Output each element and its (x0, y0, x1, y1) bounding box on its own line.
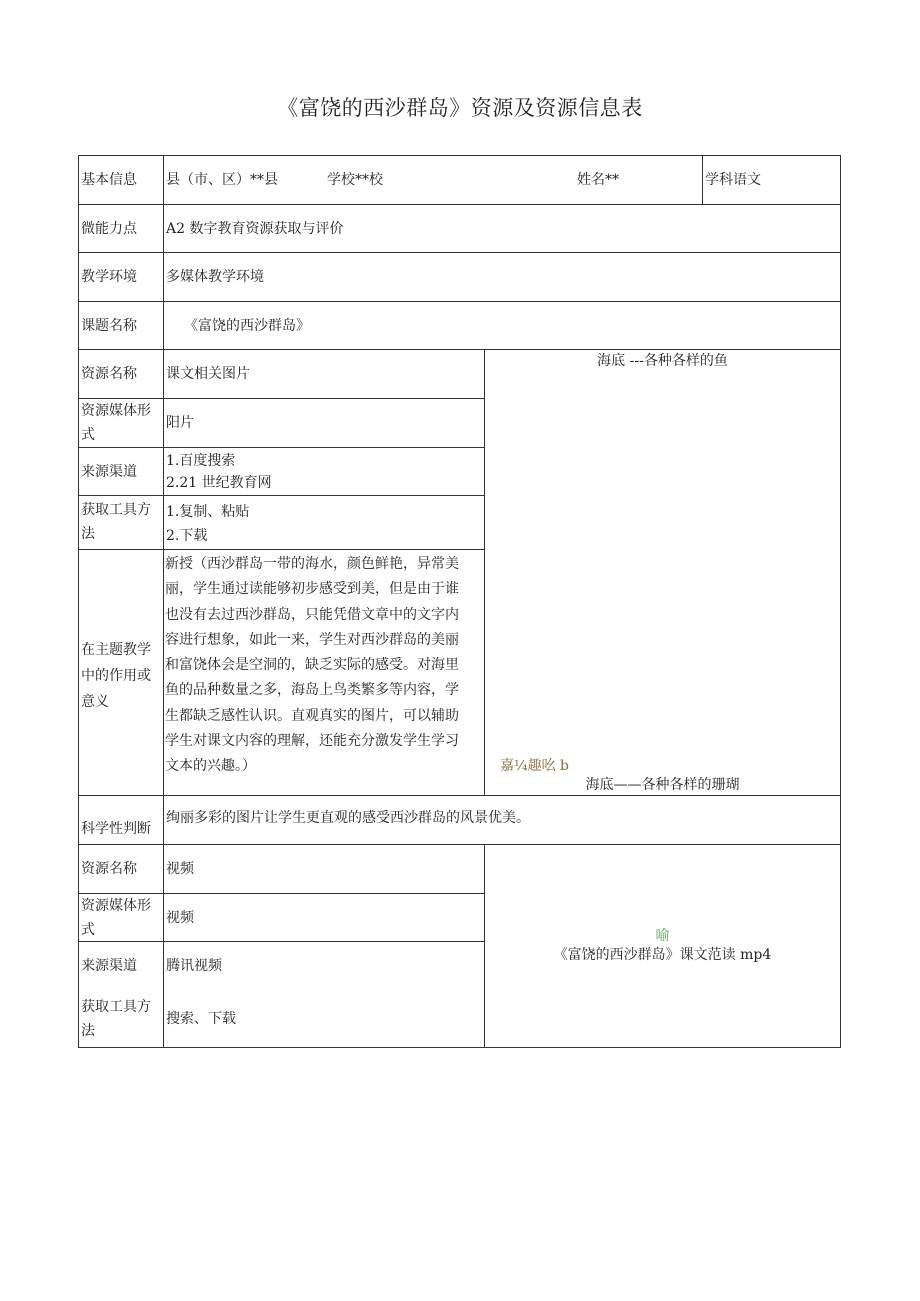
source-line: 1.百度搜索 (166, 453, 236, 469)
paragraph-line: 丽，学生通过读能够初步感受到美，但是由于谁 (165, 581, 459, 598)
image-caption-fish: 海底 ---各种各样的鱼 (597, 353, 728, 369)
paragraph-line: 和富饶体会是空洞的，缺乏实际的感受。对海里 (165, 657, 459, 674)
ability-label: 微能力点 (81, 220, 137, 237)
label-line: 获取工具方 (81, 999, 151, 1015)
resource1-media-value: 阳片 (166, 415, 194, 431)
resource-info-table (78, 155, 841, 1048)
topic-value: 《富饶的西沙群岛》 (184, 317, 310, 334)
paragraph-line: 鱼的品种数量之多，海岛上鸟类繁多等内容，学 (165, 682, 459, 699)
broken-image-placeholder: 嘉¼趣吆 b (500, 758, 569, 774)
topic-label: 课题名称 (81, 317, 137, 334)
school-field: 学校**校 (327, 172, 383, 188)
resource1-name-label: 资源名称 (81, 366, 137, 382)
name-field: 姓名** (577, 172, 619, 188)
resource2-tool-label (79, 995, 163, 1043)
label-line: 意义 (81, 694, 109, 710)
resource2-media-value: 视频 (166, 909, 194, 926)
resource2-name-label: 资源名称 (81, 861, 137, 877)
resource1-tool-value (164, 500, 484, 548)
resource2-name-value: 视频 (166, 861, 194, 877)
page-title: 《富饶的西沙群岛》资源及资源信息表 (277, 96, 643, 120)
label-line: 资源媒体形 (81, 898, 151, 914)
resource1-role-text (165, 552, 483, 780)
paragraph-line: 生都缺乏感性认识。直观真实的图片，可以辅助 (165, 707, 459, 724)
resource2-source-label: 来源渠道 (81, 958, 137, 974)
subject-field: 学科语文 (705, 172, 761, 188)
resource1-tool-label (79, 498, 163, 546)
resource1-name-value: 课文相关图片 (166, 366, 250, 382)
resource1-media-label (79, 398, 163, 447)
science-label: 科学性判断 (81, 821, 151, 837)
label-line: 中的作用或 (81, 668, 151, 684)
environment-label: 教学环境 (81, 269, 137, 285)
tool-line: 1.复制、粘贴 (166, 504, 250, 520)
image-caption-coral: 海底——各种各样的珊瑚 (585, 777, 740, 793)
resource2-source-value: 腾讯视频 (166, 958, 222, 974)
resource1-role-label (79, 637, 163, 715)
label-line: 法 (81, 526, 95, 542)
basic-info-label: 基本信息 (81, 172, 137, 188)
resource1-source-value (164, 450, 484, 494)
environment-value: 多媒体教学环境 (166, 269, 264, 285)
tool-line: 2.下载 (166, 528, 208, 544)
paragraph-line: 文本的兴趣。） (165, 758, 256, 775)
source-line: 2.21 世纪教育网 (166, 475, 272, 491)
science-value: 绚丽多彩的图片让学生更直观的感受西沙群岛的风景优美。 (166, 810, 530, 826)
resource1-source-label: 来源渠道 (81, 463, 137, 480)
video-icon[interactable]: 喻 (655, 928, 670, 944)
resource2-tool-value: 搜索、下载 (166, 1011, 236, 1027)
label-line: 法 (81, 1023, 95, 1039)
label-line: 资源媒体形 (81, 403, 151, 419)
paragraph-line: 学生对课文内容的理解，还能充分激发学生学习 (165, 733, 459, 750)
label-line: 式 (81, 922, 95, 938)
video-caption[interactable]: 《富饶的西沙群岛》课文范读 mp4 (553, 947, 772, 963)
paragraph-line: 新授（西沙群岛一带的海水，颜色鲜艳，异常美 (165, 556, 459, 572)
resource2-media-label (79, 894, 163, 942)
label-line: 获取工具方 (81, 502, 151, 518)
paragraph-line: 容进行想象，如此一来，学生对西沙群岛的美丽 (165, 631, 459, 648)
label-line: 在主题教学 (81, 642, 151, 658)
paragraph-line: 也没有去过西沙群岛，只能凭借文章中的文字内 (165, 606, 459, 623)
ability-value: A2 数字教育资源获取与评价 (166, 220, 344, 237)
label-line: 式 (81, 427, 95, 443)
county-field: 县（市、区）**县 (166, 172, 278, 188)
